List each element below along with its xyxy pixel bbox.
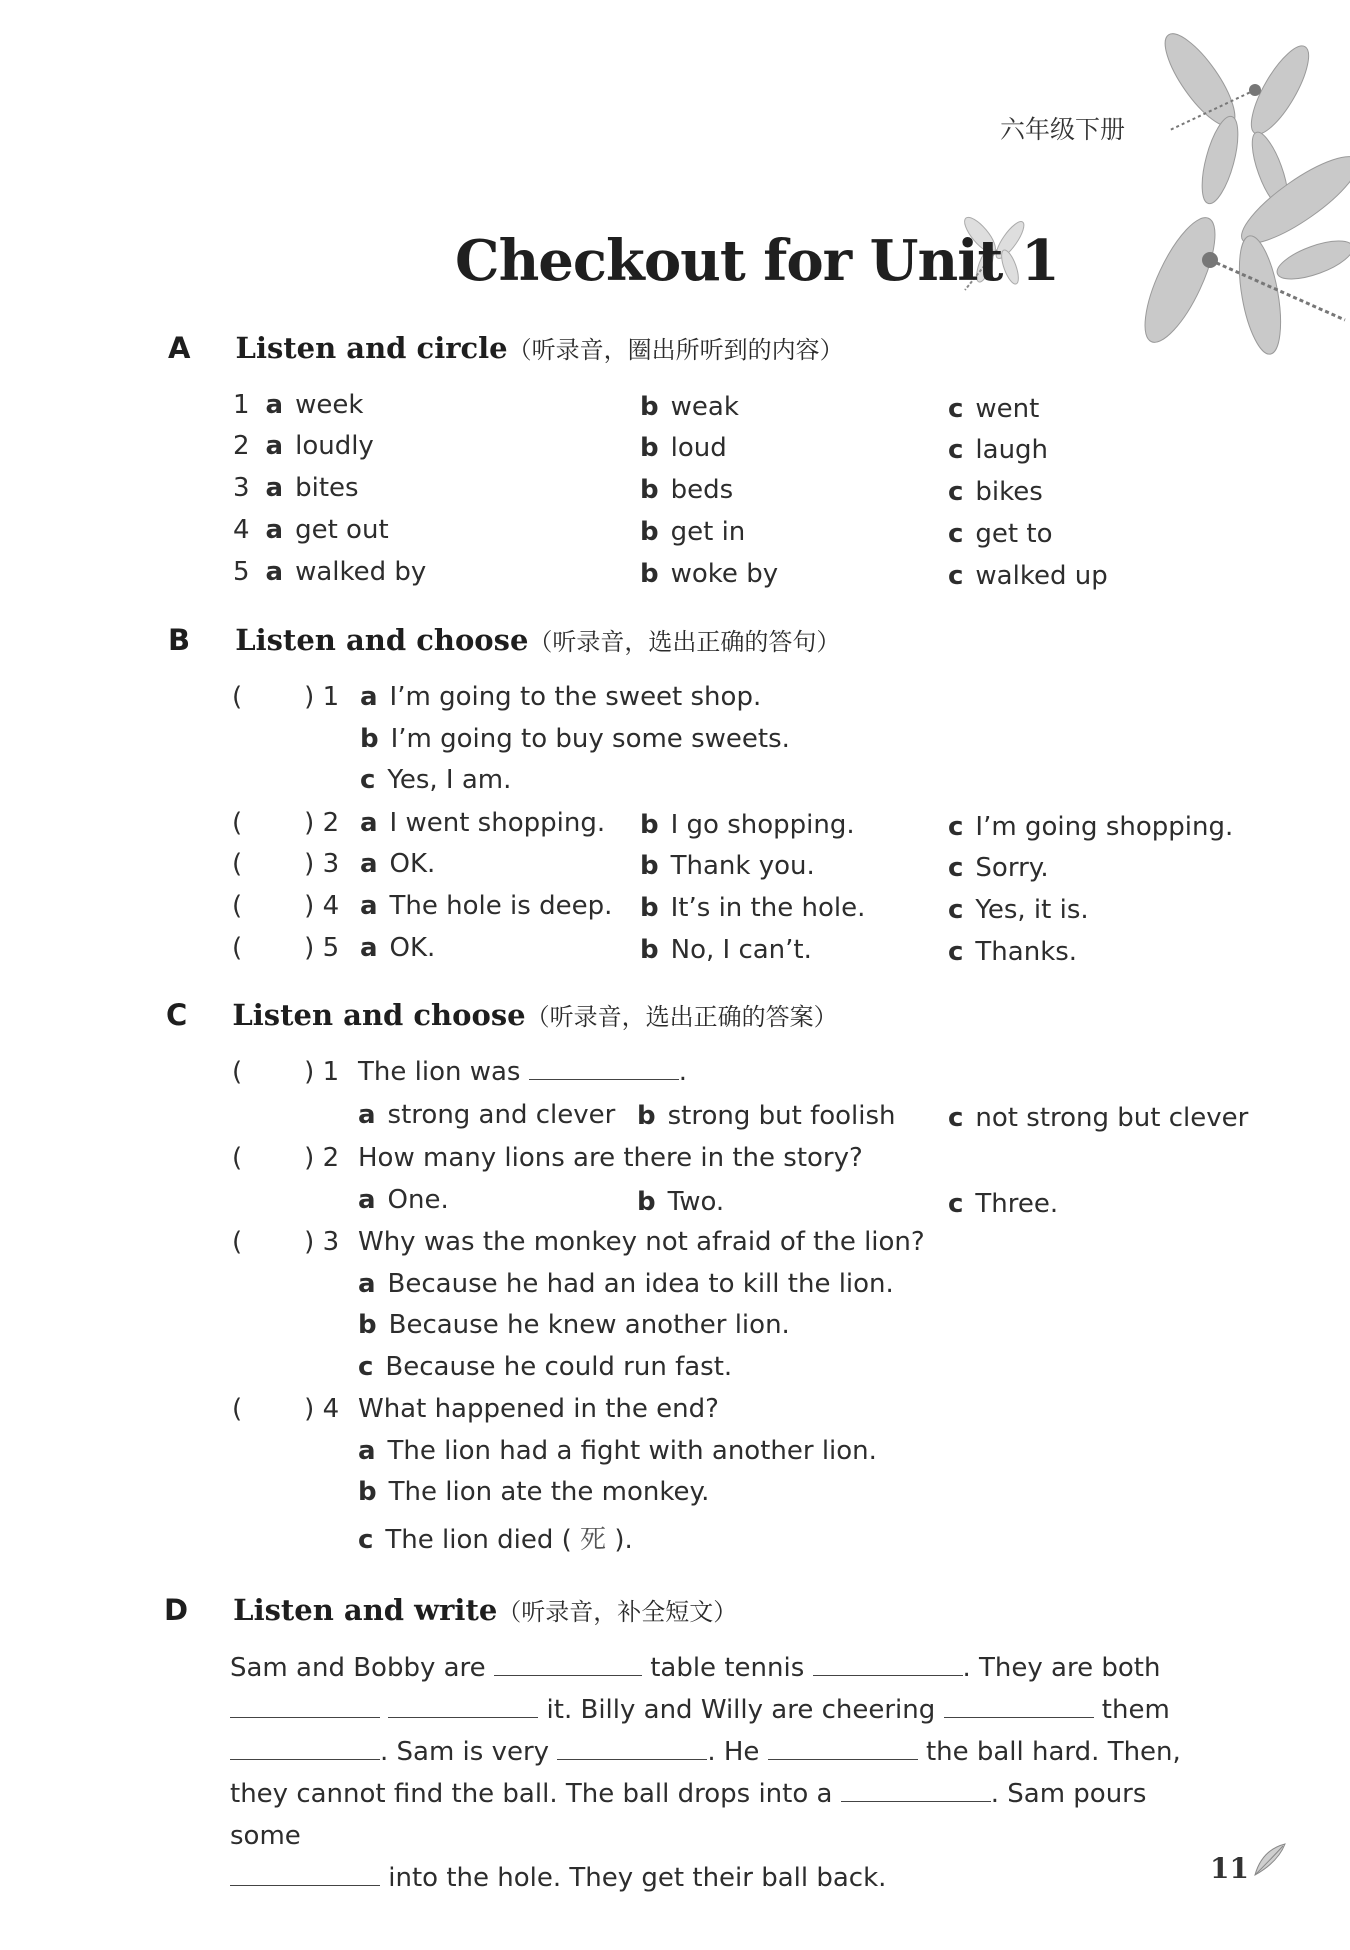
c-q2-option-b: b Two. xyxy=(637,1187,725,1217)
c-q1-option-a: a strong and clever xyxy=(358,1100,616,1130)
c-q1-option-c: c not strong but clever xyxy=(948,1103,1249,1133)
answer-bracket[interactable]: ( ) 2 xyxy=(232,808,340,838)
section-title: Listen and choose xyxy=(232,998,526,1032)
b-q1-option-a: a I’m going to the sweet shop. xyxy=(360,682,762,712)
b-q4-option-c: c Yes, it is. xyxy=(948,895,1089,925)
section-title: Listen and write xyxy=(233,1593,498,1627)
b-q3-option-c: c Sorry. xyxy=(948,853,1049,883)
a-item-5-b: b woke by xyxy=(640,559,779,589)
section-note: （听录音，圈出所听到的内容） xyxy=(507,336,844,364)
a-item-3-a: 3 a bites xyxy=(233,473,359,503)
fill-blank[interactable] xyxy=(529,1057,679,1080)
c-q4-text: What happened in the end? xyxy=(358,1394,719,1424)
fill-blank[interactable] xyxy=(841,1779,991,1802)
b-q4-option-b: b It’s in the hole. xyxy=(640,893,866,923)
c-q4-option-b: b The lion ate the monkey. xyxy=(358,1477,710,1507)
fill-blank[interactable] xyxy=(494,1653,642,1676)
a-item-3-c: c bikes xyxy=(948,477,1043,507)
a-item-4-c: c get to xyxy=(948,519,1053,549)
b-q4-option-a: a The hole is deep. xyxy=(360,891,613,921)
answer-bracket[interactable]: ( ) 4 xyxy=(232,1394,340,1424)
c-q2-text: How many lions are there in the story? xyxy=(358,1143,863,1173)
fill-blank[interactable] xyxy=(230,1695,380,1718)
section-title: Listen and choose xyxy=(235,623,529,657)
b-q3-option-b: b Thank you. xyxy=(640,851,815,881)
answer-bracket[interactable]: ( ) 1 xyxy=(232,682,340,712)
section-note: （听录音，选出正确的答句） xyxy=(528,628,841,656)
section-letter: D xyxy=(164,1593,189,1627)
c-q3-option-b: b Because he knew another lion. xyxy=(358,1310,790,1340)
c-q3-text: Why was the monkey not afraid of the lion? xyxy=(358,1227,925,1257)
answer-bracket[interactable]: ( ) 3 xyxy=(232,849,340,879)
a-item-1-a: 1 a week xyxy=(233,390,364,420)
answer-bracket[interactable]: ( ) 3 xyxy=(232,1227,340,1257)
fill-blank[interactable] xyxy=(768,1737,918,1760)
section-d-header xyxy=(164,1592,737,1627)
fill-blank[interactable] xyxy=(388,1695,538,1718)
fill-blank[interactable] xyxy=(813,1653,963,1676)
section-title: Listen and circle xyxy=(235,331,508,365)
a-item-3-b: b beds xyxy=(640,475,734,505)
b-q1-option-b: b I’m going to buy some sweets. xyxy=(360,724,790,754)
grade-label: 六年级下册 xyxy=(1000,115,1126,144)
section-letter: C xyxy=(166,998,188,1032)
section-note: （听录音，选出正确的答案） xyxy=(525,1003,838,1031)
section-b-header xyxy=(168,622,840,657)
section-c-header xyxy=(166,997,838,1032)
page-number: 11 xyxy=(1210,1852,1249,1885)
section-letter: A xyxy=(168,331,191,365)
c-q1-option-b: b strong but foolish xyxy=(637,1101,896,1131)
leaf-icon xyxy=(1250,1840,1290,1880)
b-q1-option-c: c Yes, I am. xyxy=(360,765,512,795)
answer-bracket[interactable]: ( ) 1 xyxy=(232,1057,340,1087)
c-q2-option-a: a One. xyxy=(358,1185,449,1215)
cloze-passage: Sam and Bobby are table tennis . They are both it. Billy and Willy are cheering them . Sam is very . He the ball hard. Then, they cannot find the ball. The ball drops into a . Sam pours some into the hole. They get their ball back. xyxy=(230,1653,1181,1893)
b-q3-option-a: a OK. xyxy=(360,849,436,879)
answer-bracket[interactable]: ( ) 2 xyxy=(232,1143,340,1173)
b-q2-option-b: b I go shopping. xyxy=(640,810,855,840)
fill-blank[interactable] xyxy=(230,1863,380,1886)
a-item-1-c: c went xyxy=(948,394,1040,424)
a-item-1-b: b weak xyxy=(640,392,739,422)
c-q4-option-c: c The lion died ( 死 ). xyxy=(358,1525,633,1555)
answer-bracket[interactable]: ( ) 5 xyxy=(232,933,340,963)
fill-blank[interactable] xyxy=(230,1737,380,1760)
c-q3-option-c: c Because he could run fast. xyxy=(358,1352,733,1382)
a-item-4-b: b get in xyxy=(640,517,746,547)
answer-bracket[interactable]: ( ) 4 xyxy=(232,891,340,921)
a-item-5-c: c walked up xyxy=(948,561,1108,591)
a-item-5-a: 5 a walked by xyxy=(233,557,427,587)
section-a-header xyxy=(168,330,844,365)
fill-blank[interactable] xyxy=(557,1737,707,1760)
dragonfly-decoration xyxy=(1130,20,1350,380)
fill-blank[interactable] xyxy=(944,1695,1094,1718)
a-item-2-a: 2 a loudly xyxy=(233,431,374,461)
b-q5-option-b: b No, I can’t. xyxy=(640,935,812,965)
section-letter: B xyxy=(168,623,191,657)
c-q3-option-a: a Because he had an idea to kill the lion. xyxy=(358,1269,894,1299)
a-item-2-b: b loud xyxy=(640,433,727,463)
b-q5-option-c: c Thanks. xyxy=(948,937,1078,967)
a-item-4-a: 4 a get out xyxy=(233,515,389,545)
c-q4-option-a: a The lion had a fight with another lion. xyxy=(358,1436,877,1466)
section-note: （听录音，补全短文） xyxy=(497,1598,738,1626)
b-q2-option-a: a I went shopping. xyxy=(360,808,606,838)
c-q2-option-c: c Three. xyxy=(948,1189,1059,1219)
c-q1-text: The lion was . xyxy=(358,1057,687,1087)
a-item-2-c: c laugh xyxy=(948,435,1049,465)
b-q5-option-a: a OK. xyxy=(360,933,436,963)
b-q2-option-c: c I’m going shopping. xyxy=(948,812,1234,842)
page-title: Checkout for Unit 1 xyxy=(455,228,1059,294)
